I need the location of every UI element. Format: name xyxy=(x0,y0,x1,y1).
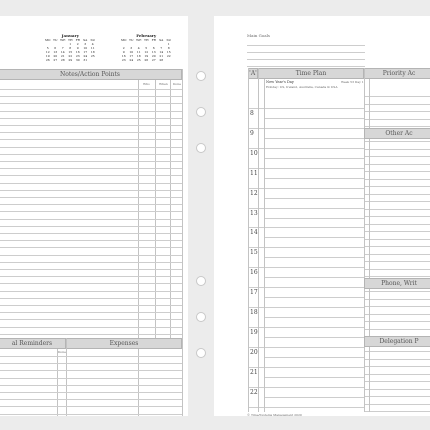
notes-ruled-line xyxy=(0,283,182,284)
calendar-day: 23 xyxy=(121,58,126,62)
actions-ruled-line xyxy=(364,224,430,225)
hour-line xyxy=(248,287,364,288)
calendar-weekday-label: TH xyxy=(67,38,73,42)
actions-ruled-line xyxy=(364,201,430,202)
calendar-day: 22 xyxy=(68,54,73,58)
calendar-day: 13 xyxy=(151,50,156,54)
calendar-day: 20 xyxy=(53,54,58,58)
bottom-ruled-line xyxy=(0,356,182,357)
actions-ruled-line xyxy=(364,306,430,307)
calendar-day: 10 xyxy=(129,50,134,54)
actions-ruled-line xyxy=(364,411,430,412)
actions-ruled-line xyxy=(364,96,430,97)
calendar-weekday-label: MO xyxy=(44,38,51,42)
notes-ruled-line xyxy=(0,132,182,133)
actions-ruled-line xyxy=(364,149,430,150)
left-page xyxy=(0,16,188,416)
calendar-weekday-label: TU xyxy=(52,38,58,42)
calendar-day: 6 xyxy=(152,46,155,50)
calendar-day: 5 xyxy=(46,46,49,50)
actions-ruled-line xyxy=(364,126,430,127)
notes-action-points-header: Notes/Action Points xyxy=(0,69,182,80)
week-day-label: Week 53 Day 1 xyxy=(341,80,364,84)
calendar-weekday-label: TH xyxy=(143,38,149,42)
notes-ruled-line xyxy=(0,269,182,270)
half-hour-line xyxy=(264,138,364,139)
actions-ruled-line xyxy=(364,366,430,367)
reminders-done-label: Done xyxy=(58,350,66,354)
hour-line xyxy=(248,208,364,209)
half-hour-line xyxy=(264,198,364,199)
calendar-day: 21 xyxy=(159,54,164,58)
actions-ruled-line xyxy=(364,171,430,172)
actions-ruled-line xyxy=(364,231,430,232)
calendar-day: 25 xyxy=(90,54,95,58)
half-hour-line xyxy=(264,297,364,298)
actions-ruled-line xyxy=(364,141,430,142)
phone-write-header: Phone, Writ xyxy=(364,278,430,289)
actions-ruled-line xyxy=(364,209,430,210)
calendar-day: 10 xyxy=(83,46,88,50)
binder-hole xyxy=(196,107,206,117)
notes-ruled-line xyxy=(0,204,182,205)
actions-ruled-line xyxy=(364,164,430,165)
hour-label: 19 xyxy=(250,329,258,336)
actions-ruled-line xyxy=(364,186,430,187)
bottom-ruled-line xyxy=(0,414,182,415)
calendar-day: 12 xyxy=(45,50,50,54)
actions-ruled-line xyxy=(364,291,430,292)
notes-ruled-line xyxy=(0,139,182,140)
calendar-day: 16 xyxy=(121,54,126,58)
hour-line xyxy=(248,327,364,328)
calendar-day: 27 xyxy=(151,58,156,62)
calendar-weekday-label: WE xyxy=(60,38,66,42)
calendar-day: 15 xyxy=(68,50,73,54)
calendar-day: 2 xyxy=(122,46,125,50)
calendar-day: 6 xyxy=(54,46,57,50)
calendar-day: 8 xyxy=(69,46,72,50)
calendar-day: 4 xyxy=(91,42,94,46)
calendar-day: 15 xyxy=(166,50,171,54)
notes-ruled-line xyxy=(0,168,182,169)
calendar-weekday-label: SA xyxy=(159,38,164,42)
calendar-day: 16 xyxy=(75,50,80,54)
calendar-day: 12 xyxy=(144,50,149,54)
reminders-expenses-divider xyxy=(66,338,67,416)
hour-label: 21 xyxy=(250,369,258,376)
hour-label: 14 xyxy=(250,229,258,236)
actions-ruled-line xyxy=(364,351,430,352)
hour-label: 11 xyxy=(250,170,258,177)
calendar-day: 14 xyxy=(159,50,164,54)
bottom-ruled-line xyxy=(0,406,182,407)
calendar-day: 3 xyxy=(84,42,87,46)
binder-hole xyxy=(196,276,206,286)
time-plan-left-border xyxy=(248,68,249,412)
hour-line xyxy=(248,267,364,268)
calendar-day: 24 xyxy=(129,58,134,62)
calendar-weekday-label: SU xyxy=(90,38,96,42)
calendar-day: 8 xyxy=(167,46,170,50)
notes-ruled-line xyxy=(0,175,182,176)
notes-ruled-line xyxy=(0,211,182,212)
notes-ruled-line xyxy=(0,305,182,306)
actions-ruled-line xyxy=(364,246,430,247)
actions-ruled-line xyxy=(364,329,430,330)
expenses-header: Expenses xyxy=(66,338,182,349)
half-hour-line xyxy=(264,237,364,238)
a-priority-column-header: 'A' xyxy=(249,70,257,77)
half-hour-line xyxy=(264,277,364,278)
notes-ruled-line xyxy=(0,161,182,162)
calendar-day: 22 xyxy=(166,54,171,58)
notes-ruled-line xyxy=(0,240,182,241)
calendar-weekday-label: SU xyxy=(166,38,172,42)
calendar-day: 1 xyxy=(69,42,72,46)
hour-line xyxy=(248,407,364,408)
hour-line xyxy=(248,307,364,308)
half-hour-line xyxy=(264,337,364,338)
actions-ruled-line xyxy=(364,119,430,120)
calendar-day: 26 xyxy=(45,58,50,62)
half-hour-line xyxy=(264,377,364,378)
calendar-day: 9 xyxy=(122,50,125,54)
calendar-day: 27 xyxy=(53,58,58,62)
calendar-day: 14 xyxy=(60,50,65,54)
hour-label: 20 xyxy=(250,349,258,356)
hour-label: 10 xyxy=(250,150,258,157)
calendar-day: 26 xyxy=(144,58,149,62)
binder-hole xyxy=(196,348,206,358)
calendar-day: 11 xyxy=(136,50,141,54)
notes-ruled-line xyxy=(0,219,182,220)
bottom-ruled-line xyxy=(0,378,182,379)
notes-ruled-line xyxy=(0,147,182,148)
mini-calendar-february xyxy=(120,33,173,62)
half-hour-line xyxy=(264,257,364,258)
bottom-ruled-line xyxy=(0,363,182,364)
main-goals-label: Main Goals xyxy=(247,33,270,38)
notes-ruled-line xyxy=(0,247,182,248)
calendar-day: 4 xyxy=(137,46,140,50)
actions-ruled-line xyxy=(364,104,430,105)
notes-ruled-line xyxy=(0,233,182,234)
half-hour-line xyxy=(264,158,364,159)
calendar-day-grid xyxy=(44,38,97,62)
priority-actions-header: Priority Ac xyxy=(364,68,430,79)
calendar-day: 19 xyxy=(45,54,50,58)
calendar-day: 18 xyxy=(90,50,95,54)
notes-ruled-line xyxy=(0,118,182,119)
calendar-day: 13 xyxy=(53,50,58,54)
calendar-day: 2 xyxy=(76,42,79,46)
main-goals-line xyxy=(247,66,365,67)
calendar-weekday-label: FR xyxy=(75,38,80,42)
calendar-day: 1 xyxy=(167,42,170,46)
notes-ruled-line xyxy=(0,197,182,198)
calendar-day: 30 xyxy=(75,58,80,62)
calendar-day: 31 xyxy=(83,58,88,62)
notes-ruled-line xyxy=(0,291,182,292)
notes-ruled-line xyxy=(0,298,182,299)
calendar-day xyxy=(89,58,97,62)
bottom-ruled-line xyxy=(0,399,182,400)
holiday-title: New Year's Day xyxy=(266,80,294,84)
time-plan-header: Time Plan xyxy=(258,68,364,79)
actions-ruled-line xyxy=(364,381,430,382)
hour-label: 15 xyxy=(250,249,258,256)
hour-line xyxy=(248,387,364,388)
calendar-day: 5 xyxy=(145,46,148,50)
calendar-day: 19 xyxy=(144,54,149,58)
calendar-weekday-label: TU xyxy=(128,38,134,42)
actions-ruled-line xyxy=(364,314,430,315)
calendar-weekday-label: WE xyxy=(136,38,142,42)
calendar-day: 28 xyxy=(60,58,65,62)
done-column-label: Done xyxy=(173,82,181,86)
time-plan-inner-divider xyxy=(264,79,265,412)
hour-line xyxy=(248,168,364,169)
calendar-weekday-label: FR xyxy=(151,38,156,42)
notes-ruled-line xyxy=(0,319,182,320)
actions-ruled-line xyxy=(364,299,430,300)
notes-ruled-line xyxy=(0,111,182,112)
actions-ruled-line xyxy=(364,321,430,322)
actions-ruled-line xyxy=(364,239,430,240)
notes-ruled-line xyxy=(0,255,182,256)
other-actions-header: Other Ac xyxy=(364,128,430,139)
hour-line xyxy=(248,367,364,368)
bottom-ruled-line xyxy=(0,370,182,371)
half-hour-line xyxy=(264,357,364,358)
actions-ruled-line xyxy=(364,156,430,157)
holiday-detail: Holiday: US, Ireland, Australia, Canada & USA xyxy=(266,85,338,89)
calendar-day: 17 xyxy=(129,54,134,58)
actions-ruled-line xyxy=(364,389,430,390)
notes-ruled-line xyxy=(0,183,182,184)
mini-calendar-january xyxy=(44,33,97,62)
calendar-day: 24 xyxy=(83,54,88,58)
binder-hole xyxy=(196,143,206,153)
actions-ruled-line xyxy=(364,396,430,397)
who-column-label: Who xyxy=(143,82,150,86)
notes-right-border xyxy=(182,69,183,416)
calendar-day: 9 xyxy=(76,46,79,50)
notes-ruled-line xyxy=(0,89,182,90)
calendar-weekday-label: MO xyxy=(120,38,127,42)
actions-ruled-line xyxy=(364,261,430,262)
calendar-weekday-label: SA xyxy=(83,38,88,42)
right-page xyxy=(214,16,430,416)
calendar-day: 18 xyxy=(136,54,141,58)
half-hour-line xyxy=(264,178,364,179)
when-column-label: When xyxy=(159,82,168,86)
half-hour-line xyxy=(264,397,364,398)
notes-ruled-line xyxy=(0,312,182,313)
calendar-day: 7 xyxy=(61,46,64,50)
calendar-day-grid xyxy=(120,38,173,62)
hour-line xyxy=(248,148,364,149)
calendar-day: 21 xyxy=(60,54,65,58)
hour-line xyxy=(248,188,364,189)
calendar-day: 7 xyxy=(160,46,163,50)
notes-ruled-line xyxy=(0,226,182,227)
hour-line xyxy=(248,247,364,248)
calendar-day: 29 xyxy=(68,58,73,62)
calendar-day: 25 xyxy=(136,58,141,62)
actions-ruled-line xyxy=(364,276,430,277)
notes-ruled-line xyxy=(0,190,182,191)
hour-line xyxy=(248,227,364,228)
notes-ruled-line xyxy=(0,327,182,328)
calendar-day: 17 xyxy=(83,50,88,54)
actions-ruled-line xyxy=(364,359,430,360)
binder-hole xyxy=(196,312,206,322)
half-hour-line xyxy=(264,317,364,318)
calendar-day: 3 xyxy=(130,46,133,50)
actions-ruled-line xyxy=(364,216,430,217)
half-hour-line xyxy=(264,118,364,119)
actions-ruled-line xyxy=(364,111,430,112)
bottom-ruled-line xyxy=(0,385,182,386)
notes-ruled-line xyxy=(0,262,182,263)
hour-line xyxy=(248,347,364,348)
actions-ruled-line xyxy=(364,179,430,180)
notes-ruled-line xyxy=(0,125,182,126)
hour-label: 17 xyxy=(250,289,258,296)
time-plan-right-border xyxy=(364,68,365,412)
hour-label: 18 xyxy=(250,309,258,316)
calendar-day: 11 xyxy=(90,46,95,50)
binder-hole xyxy=(196,71,206,81)
actions-ruled-line xyxy=(364,254,430,255)
main-goals-line xyxy=(247,59,365,60)
calendar-day: 28 xyxy=(159,58,164,62)
copyright-footer: © Time/Systems Management 2020 xyxy=(247,413,302,416)
main-goals-line xyxy=(247,45,365,46)
reminders-header: al Reminders xyxy=(0,338,66,349)
actions-ruled-line xyxy=(364,374,430,375)
main-goals-line xyxy=(247,52,365,53)
delegation-header: Delegation P xyxy=(364,336,430,347)
hour-line xyxy=(248,128,364,129)
bottom-ruled-line xyxy=(0,392,182,393)
hour-label: 16 xyxy=(250,269,258,276)
hour-label: 12 xyxy=(250,190,258,197)
a-column-divider xyxy=(258,68,259,412)
hour-label: 22 xyxy=(250,389,258,396)
hour-line xyxy=(248,108,364,109)
half-hour-line xyxy=(264,218,364,219)
notes-ruled-line xyxy=(0,96,182,97)
notes-ruled-line xyxy=(0,103,182,104)
notes-ruled-line xyxy=(0,334,182,335)
calendar-day: 20 xyxy=(151,54,156,58)
hour-label: 9 xyxy=(250,130,254,137)
calendar-month-title: February xyxy=(136,33,157,38)
actions-ruled-line xyxy=(364,404,430,405)
actions-ruled-line xyxy=(364,269,430,270)
calendar-month-title: January xyxy=(61,33,79,38)
actions-ruled-line xyxy=(364,194,430,195)
hour-label: 8 xyxy=(250,110,254,117)
notes-ruled-line xyxy=(0,276,182,277)
calendar-day: 23 xyxy=(75,54,80,58)
notes-ruled-line xyxy=(0,154,182,155)
hour-label: 13 xyxy=(250,210,258,217)
